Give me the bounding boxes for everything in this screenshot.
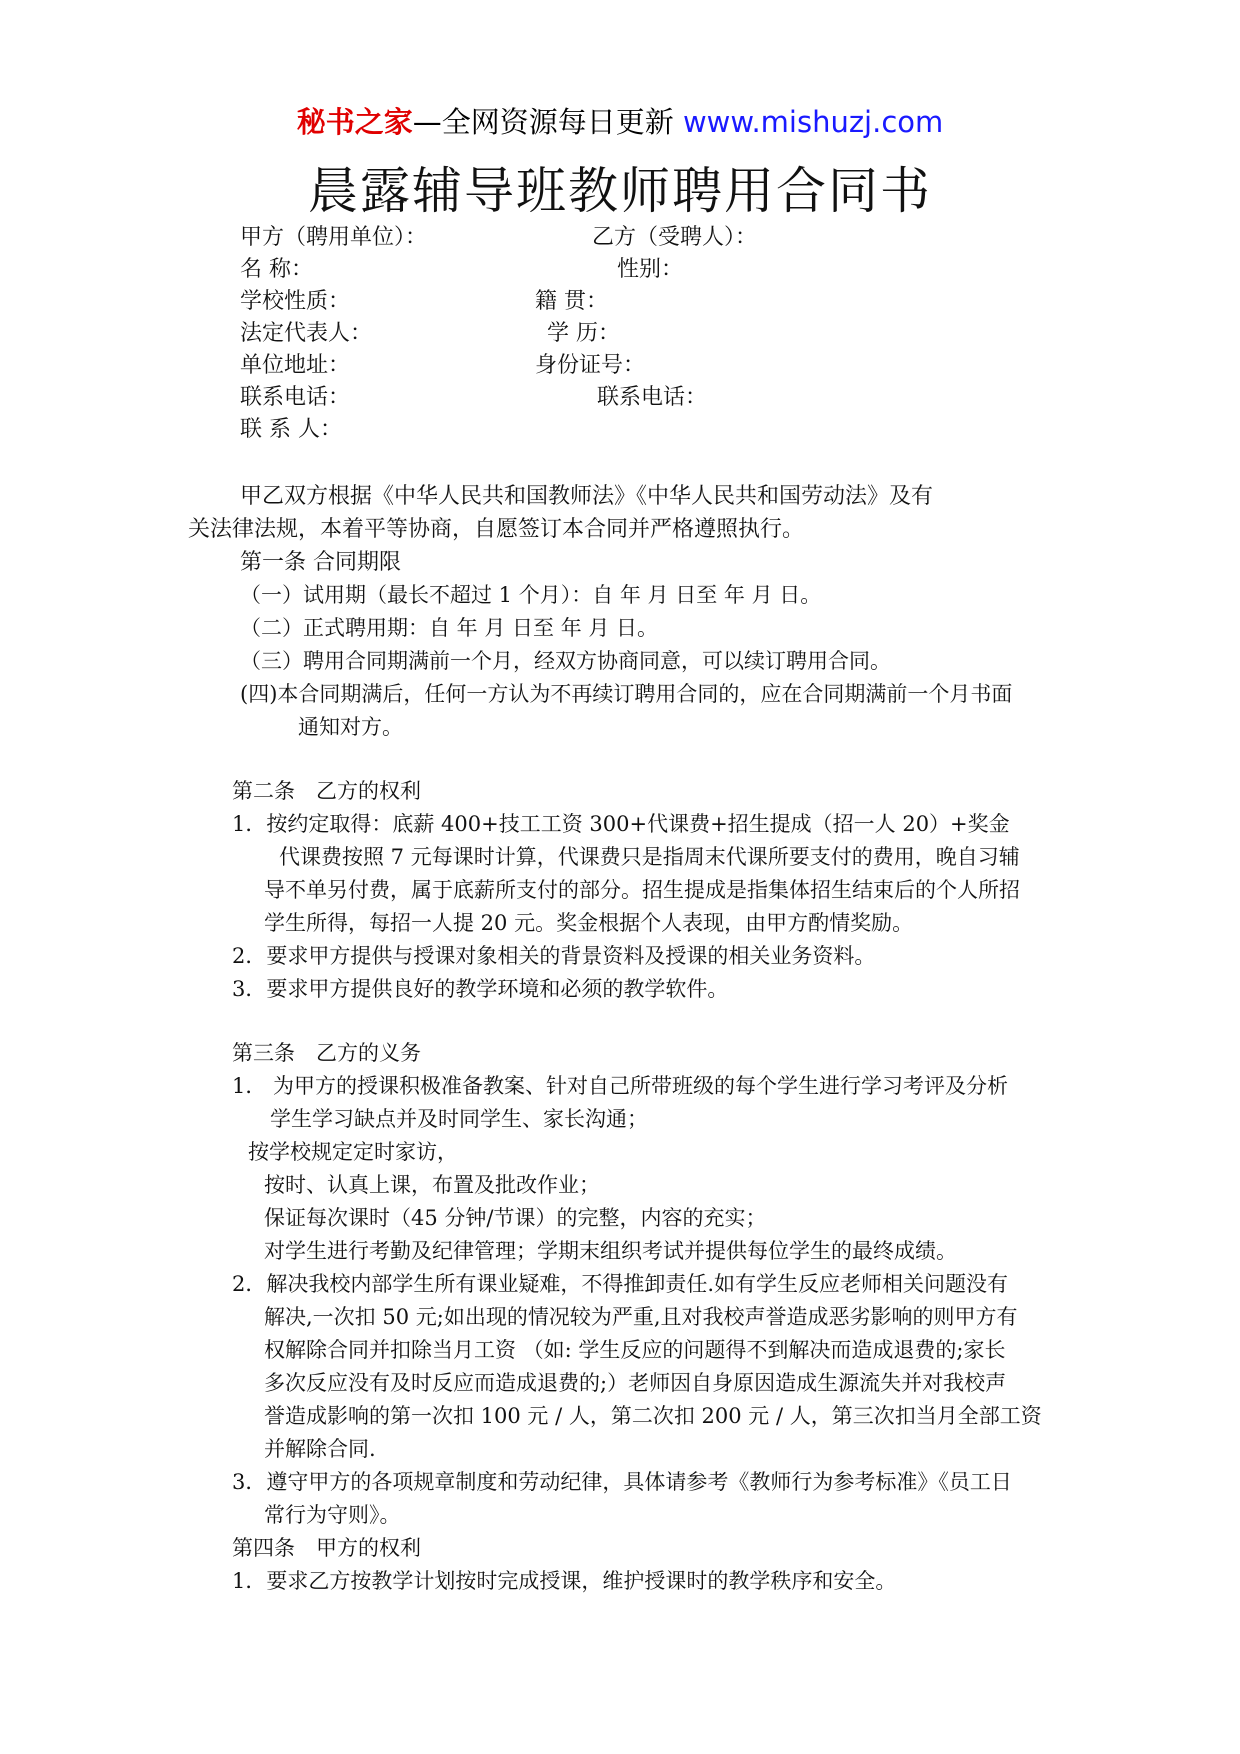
article-2-item-1-detail-1: 代课费按照 7 元每课时计算，代课费只是指周末代课所要支付的费用，晚自习辅 <box>279 845 1020 869</box>
article-3-item-2-line-5: 誉造成影响的第一次扣 100 元 / 人，第二次扣 200 元 / 人，第三次扣当月全部工资 <box>264 1404 1042 1428</box>
article-3-item-2-line-3: 权解除合同并扣除当月工资 （如: 学生反应的问题得不到解决而造成退费的;家长 <box>264 1338 1006 1362</box>
party-b-education: 学 历： <box>547 321 620 346</box>
article-1-item-4-line-2: 通知对方。 <box>298 715 403 739</box>
article-2-item-1-detail-3: 学生所得，每招一人提 20 元。奖金根据个人表现，由甲方酌情奖励。 <box>264 911 914 935</box>
article-2-item-1-detail-2: 导不单另付费，属于底薪所支付的部分。招生提成是指集体招生结束后的个人所招 <box>264 878 1020 902</box>
article-4-heading: 第四条 甲方的权利 <box>232 1536 421 1560</box>
article-3-item-3-line-2: 常行为守则》。 <box>264 1503 401 1527</box>
article-4-item-1: 1．要求乙方按教学计划按时完成授课，维护授课时的教学秩序和安全。 <box>232 1569 897 1593</box>
article-2-heading: 第二条 乙方的权利 <box>232 779 421 803</box>
party-b-id: 身份证号： <box>535 353 646 378</box>
party-b-origin: 籍 贯： <box>535 289 608 314</box>
party-b-heading: 乙方（受聘人）： <box>592 225 758 250</box>
article-3-item-3-line-1: 3．遵守甲方的各项规章制度和劳动纪律，具体请参考《教师行为参考标准》《员工日 <box>232 1470 1012 1494</box>
intro-line-1: 甲乙双方根据《中华人民共和国教师法》《中华人民共和国劳动法》及有 <box>240 484 934 509</box>
party-a-address: 单位地址： <box>240 353 351 378</box>
article-3-item-1-line-3: 按学校规定定时家访， <box>248 1140 458 1164</box>
article-3-item-1-line-2: 学生学习缺点并及时同学生、家长沟通； <box>270 1107 648 1131</box>
party-a-heading: 甲方（聘用单位）： <box>240 225 428 250</box>
party-a-phone: 联系电话： <box>240 385 351 410</box>
banner-brand: 秘书之家 <box>296 105 413 139</box>
article-1-item-1: （一）试用期（最长不超过 1 个月）：自 年 月 日至 年 月 日。 <box>240 583 822 607</box>
article-1-item-3: （三）聘用合同期满前一个月，经双方协商同意，可以续订聘用合同。 <box>240 649 891 673</box>
banner-slogan: —全网资源每日更新 <box>412 105 683 139</box>
article-3-item-1-line-4: 按时、认真上课，布置及批改作业； <box>264 1173 600 1197</box>
article-2-item-2: 2．要求甲方提供与授课对象相关的背景资料及授课的相关业务资料。 <box>232 944 876 968</box>
article-2-item-1: 1．按约定取得：底薪 400+技工工资 300+代课费+招生提成（招一人 20）+奖金 <box>232 812 1010 836</box>
watermark-banner <box>0 102 1240 142</box>
article-1-item-2: （二）正式聘用期：自 年 月 日至 年 月 日。 <box>240 616 659 640</box>
banner-url[interactable]: www.mishuzj.com <box>682 105 944 139</box>
party-a-school-type: 学校性质： <box>240 289 351 314</box>
document-title: 晨露辅导班教师聘用合同书 <box>308 162 932 220</box>
article-3-item-2-line-1: 2．解决我校内部学生所有课业疑难，不得推卸责任.如有学生反应老师相关问题没有 <box>232 1272 1009 1296</box>
party-a-contact: 联 系 人： <box>240 417 342 442</box>
intro-line-2: 关法律法规，本着平等协商，自愿签订本合同并严格遵照执行。 <box>188 517 805 542</box>
article-3-item-1-line-5: 保证每次课时（45 分钟/节课）的完整，内容的充实； <box>264 1206 767 1230</box>
article-3-item-2-line-2: 解决,一次扣 50 元;如出现的情况较为严重,且对我校声誉造成恶劣影响的则甲方有 <box>264 1305 1018 1329</box>
article-2-item-3: 3．要求甲方提供良好的教学环境和必须的教学软件。 <box>232 977 729 1001</box>
party-a-legal-rep: 法定代表人： <box>240 321 373 346</box>
article-3-item-2-line-4: 多次反应没有及时反应而造成退费的;）老师因自身原因造成生源流失并对我校声 <box>264 1371 1007 1395</box>
party-b-gender: 性别： <box>617 257 684 282</box>
party-a-name: 名 称： <box>240 257 313 282</box>
party-b-phone: 联系电话： <box>597 385 708 410</box>
article-1-heading: 第一条 合同期限 <box>240 550 401 575</box>
article-3-heading: 第三条 乙方的义务 <box>232 1041 421 1065</box>
article-3-item-2-line-6: 并解除合同. <box>264 1437 376 1461</box>
article-3-item-1-line-1: 1． 为甲方的授课积极准备教案、针对自己所带班级的每个学生进行学习考评及分析 <box>232 1074 1009 1098</box>
article-3-item-1-line-6: 对学生进行考勤及纪律管理；学期末组织考试并提供每位学生的最终成绩。 <box>264 1239 957 1263</box>
article-1-item-4-line-1: (四)本合同期满后，任何一方认为不再续订聘用合同的，应在合同期满前一个月书面 <box>240 682 1013 706</box>
